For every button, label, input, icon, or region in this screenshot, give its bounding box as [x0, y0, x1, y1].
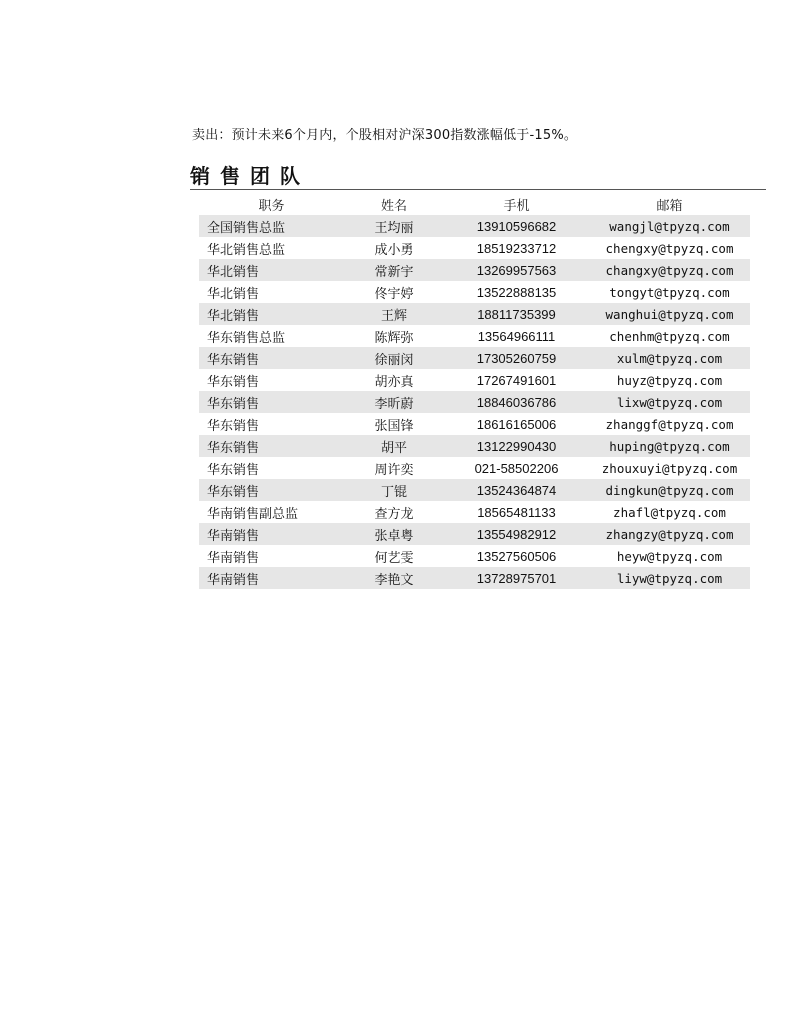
phone-cell: 13122990430 — [476, 438, 557, 454]
name-cell: 张国锋 — [374, 418, 414, 434]
name-cell: 何艺雯 — [374, 550, 414, 566]
table-row — [199, 259, 750, 281]
name-cell: 成小勇 — [374, 242, 414, 258]
phone-cell: 13910596682 — [476, 218, 557, 234]
email-cell: chenhm@tpyzq.com — [609, 328, 730, 344]
role-cell: 华东销售 — [207, 440, 260, 456]
name-cell: 李昕蔚 — [374, 396, 414, 412]
email-cell: zhanggf@tpyzq.com — [605, 416, 734, 432]
role-cell: 华东销售 — [207, 374, 260, 390]
table-row — [199, 303, 750, 325]
table-row — [199, 369, 750, 391]
table-row — [199, 215, 750, 237]
table-row — [199, 457, 750, 479]
email-cell: huyz@tpyzq.com — [616, 372, 723, 388]
name-cell: 王均丽 — [374, 220, 414, 236]
email-cell: zhangzy@tpyzq.com — [605, 526, 734, 542]
role-cell: 华北销售 — [207, 286, 260, 302]
role-cell: 华东销售 — [207, 462, 260, 478]
name-cell: 胡亦真 — [374, 374, 414, 390]
phone-cell: 13728975701 — [476, 570, 557, 586]
table-body — [199, 215, 750, 589]
phone-cell: 13269957563 — [476, 262, 557, 278]
phone-cell: 021-58502206 — [474, 460, 559, 476]
email-cell: wangjl@tpyzq.com — [609, 218, 730, 234]
phone-cell: 13522888135 — [476, 284, 557, 300]
header-email: 邮箱 — [656, 198, 683, 214]
email-cell: tongyt@tpyzq.com — [609, 284, 730, 300]
phone-cell: 17305260759 — [476, 350, 557, 366]
name-cell: 胡平 — [380, 440, 407, 456]
role-cell: 华北销售 — [207, 264, 260, 280]
name-cell: 佟宇婷 — [374, 286, 414, 302]
table-row — [199, 545, 750, 567]
role-cell: 华南销售 — [207, 528, 260, 544]
name-cell: 周许奕 — [374, 462, 414, 478]
table-row — [199, 567, 750, 589]
name-cell: 徐丽闵 — [374, 352, 414, 368]
email-cell: wanghui@tpyzq.com — [605, 306, 734, 322]
name-cell: 查方龙 — [374, 506, 414, 522]
role-cell: 华南销售 — [207, 550, 260, 566]
role-cell: 华东销售总监 — [207, 330, 286, 346]
email-cell: zhouxuyi@tpyzq.com — [601, 460, 738, 476]
table-row — [199, 347, 750, 369]
name-cell: 张卓粤 — [374, 528, 414, 544]
email-cell: zhafl@tpyzq.com — [613, 504, 726, 520]
sales-team-table — [199, 193, 750, 589]
phone-cell: 13527560506 — [476, 548, 557, 564]
table-row — [199, 325, 750, 347]
email-cell: chengxy@tpyzq.com — [605, 240, 734, 256]
role-cell: 华东销售 — [207, 418, 260, 434]
phone-cell: 18811735399 — [477, 306, 556, 322]
phone-cell: 18565481133 — [477, 504, 556, 520]
table-row — [199, 479, 750, 501]
table-row — [199, 237, 750, 259]
phone-cell: 18519233712 — [476, 240, 557, 256]
phone-cell: 18846036786 — [476, 394, 557, 410]
header-name: 姓名 — [380, 198, 407, 214]
phone-cell: 17267491601 — [476, 372, 557, 388]
email-cell: liyw@tpyzq.com — [616, 570, 723, 586]
role-cell: 华北销售总监 — [207, 242, 286, 258]
email-cell: lixw@tpyzq.com — [616, 394, 723, 410]
phone-cell: 13564966111 — [477, 328, 556, 344]
email-cell: xulm@tpyzq.com — [616, 350, 723, 366]
email-cell: heyw@tpyzq.com — [616, 548, 723, 564]
role-cell: 全国销售总监 — [207, 220, 286, 236]
name-cell: 陈辉弥 — [374, 330, 414, 346]
name-cell: 王辉 — [380, 308, 407, 324]
email-cell: huping@tpyzq.com — [609, 438, 730, 454]
role-cell: 华北销售 — [207, 308, 260, 324]
table-row — [199, 523, 750, 545]
header-phone: 手机 — [503, 198, 530, 214]
role-cell: 华南销售 — [207, 572, 260, 588]
email-cell: dingkun@tpyzq.com — [605, 482, 734, 498]
table-row — [199, 281, 750, 303]
email-cell: changxy@tpyzq.com — [605, 262, 734, 278]
table-row — [199, 501, 750, 523]
name-cell: 丁锟 — [380, 484, 407, 500]
table-row — [199, 413, 750, 435]
phone-cell: 13554982912 — [476, 526, 557, 542]
phone-cell: 13524364874 — [476, 482, 557, 498]
header-role: 职务 — [258, 198, 285, 214]
name-cell: 李艳文 — [374, 572, 414, 588]
role-cell: 华东销售 — [207, 484, 260, 500]
role-cell: 华东销售 — [207, 352, 260, 368]
name-cell: 常新宇 — [374, 264, 414, 280]
section-title: 销售团队 — [190, 164, 310, 188]
role-cell: 华东销售 — [207, 396, 260, 412]
section-divider — [190, 189, 766, 190]
table-row — [199, 435, 750, 457]
role-cell: 华南销售副总监 — [207, 506, 299, 522]
phone-cell: 18616165006 — [476, 416, 557, 432]
table-header — [199, 193, 750, 215]
table-row — [199, 391, 750, 413]
rating-definition-sell: 卖出：预计未来6个月内，个股相对沪深300指数涨幅低于-15%。 — [192, 128, 578, 143]
